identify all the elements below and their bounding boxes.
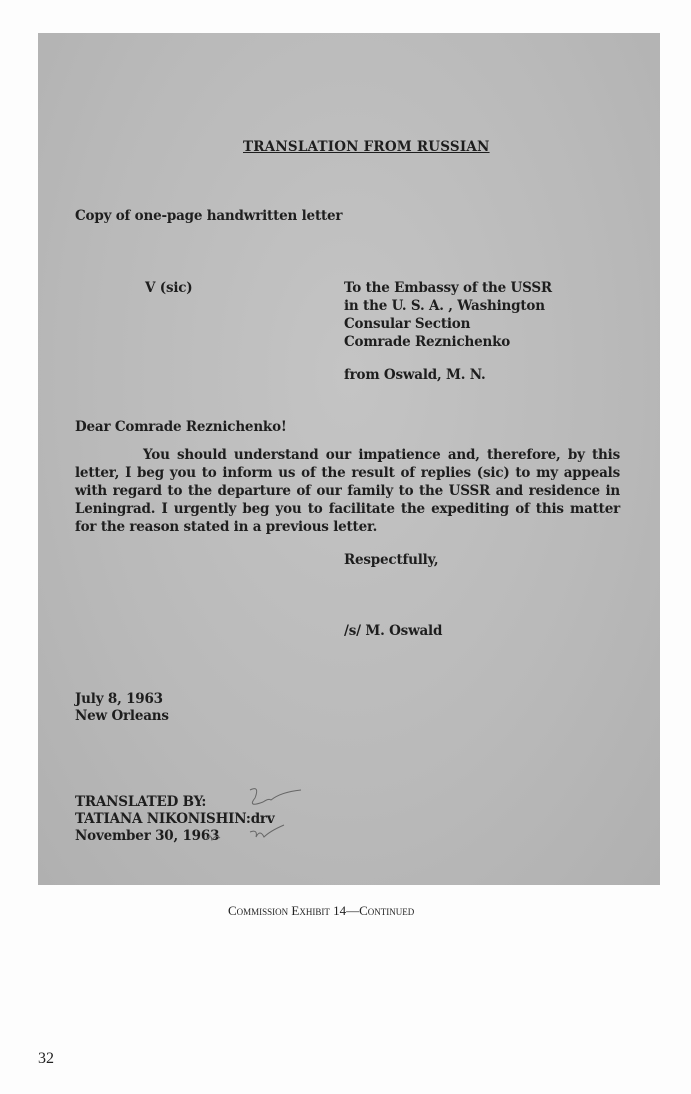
signature: /s/ M. Oswald [344, 623, 443, 639]
letter-title: TRANSLATION FROM RUSSIAN [243, 139, 490, 155]
letter-body [75, 446, 620, 536]
salutation: Dear Comrade Reznichenko! [75, 419, 287, 435]
sic-mark: V (sic) [145, 280, 193, 296]
address-line: in the U. S. A. , Washington [344, 298, 545, 314]
address-line: Consular Section [344, 316, 471, 332]
letter-date: July 8, 1963 [75, 691, 163, 707]
closing: Respectfully, [344, 552, 439, 568]
exhibit-caption: Commission Exhibit 14—Continued [228, 903, 415, 918]
body-text: You should understand our impatience and, therefore, by this letter, I beg you to inform us of the result of replies (sic) to my appeals with regard to the departure of our family to the USSR and residence in Leningrad. I urgently beg you to facilitate the expediting of this matter for the reason stated in a previous letter. [75, 447, 620, 535]
from-line: from Oswald, M. N. [344, 367, 486, 383]
translated-by-label: TRANSLATED BY: [75, 794, 207, 810]
page-number: 32 [38, 1050, 54, 1067]
letter-place: New Orleans [75, 708, 169, 724]
translator: TATIANA NIKONISHIN:drv [75, 811, 275, 827]
handwritten-initials [195, 780, 315, 850]
address-line: Comrade Reznichenko [344, 334, 511, 350]
letter-subtitle: Copy of one-page handwritten letter [75, 208, 343, 224]
address-line: To the Embassy of the USSR [344, 280, 552, 296]
translation-date: November 30, 1963 [75, 828, 220, 844]
